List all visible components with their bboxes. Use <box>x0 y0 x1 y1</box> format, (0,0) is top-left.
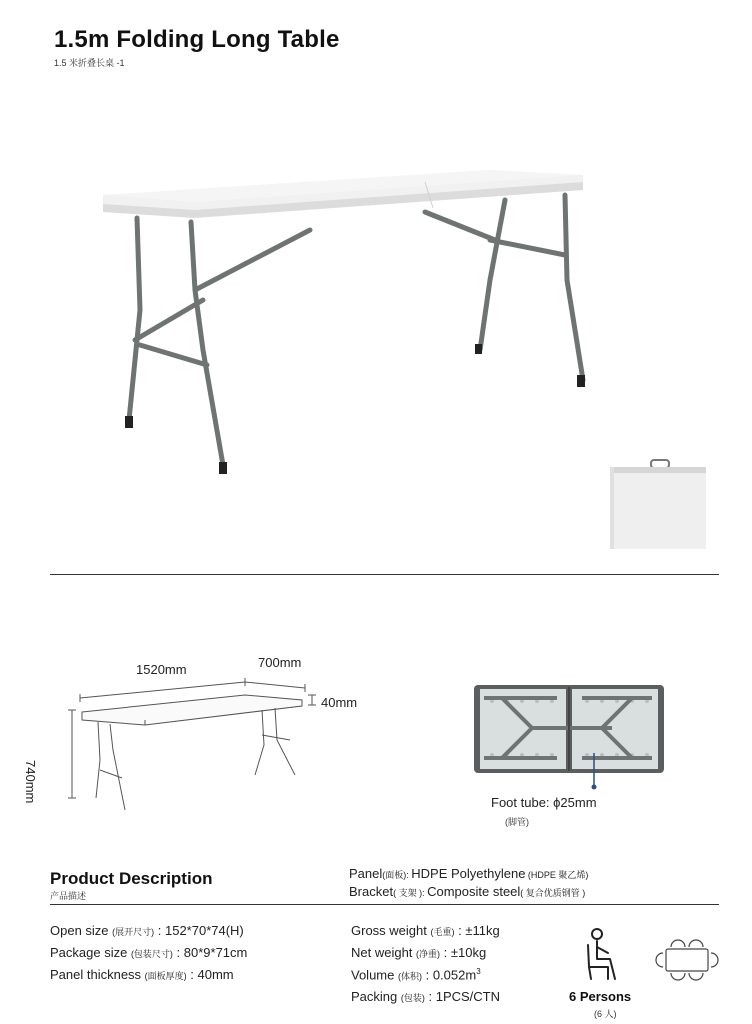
panel-material: Panel(面板): HDPE Polyethylene (HDPE 聚乙烯) <box>349 866 589 881</box>
spec-net-weight: Net weight (净重) : ±10kg <box>351 945 487 960</box>
spec-panel-thickness: Panel thickness (面板厚度) : 40mm <box>50 967 234 982</box>
length-dimension: 1520mm <box>136 662 187 677</box>
bracket-material: Bracket( 支架 ): Composite steel( 复合优质钢管 ) <box>349 884 586 899</box>
table-product-image <box>95 160 595 480</box>
capacity-label-cn: (6 人) <box>594 1009 617 1019</box>
dimension-diagram <box>50 650 370 815</box>
spec-gross-weight: Gross weight (毛重) : ±11kg <box>351 923 500 938</box>
spec-volume: Volume (体积) : $0.052m^3$ <box>351 967 481 983</box>
height-dimension: 740mm <box>23 760 38 804</box>
seated-person-icon <box>582 927 624 983</box>
section-divider <box>50 574 719 575</box>
spec-open-size: Open size (展开尺寸) : 152*70*74(H) <box>50 923 244 938</box>
table-underside-image <box>472 683 667 793</box>
page-subtitle: 1.5 米折叠长桌 -1 <box>54 58 125 68</box>
page-title: 1.5m Folding Long Table <box>54 26 340 53</box>
foot-tube-label-cn: (脚管) <box>505 817 529 827</box>
product-description-title: Product Description <box>50 869 213 888</box>
capacity-label: 6 Persons <box>569 989 632 1004</box>
spec-packing: Packing (包装) : 1PCS/CTN <box>351 989 500 1004</box>
product-description-title-cn: 产品描述 <box>50 891 87 901</box>
width-dimension: 700mm <box>258 655 302 670</box>
foot-tube-label: Foot tube: ϕ25mm <box>491 795 597 810</box>
spec-package-size: Package size (包装尺寸) : 80*9*71cm <box>50 945 248 960</box>
folded-table-image <box>606 458 711 553</box>
table-seating-icon <box>654 937 720 983</box>
thickness-dimension: 40mm <box>321 695 358 710</box>
section-divider <box>50 904 719 905</box>
